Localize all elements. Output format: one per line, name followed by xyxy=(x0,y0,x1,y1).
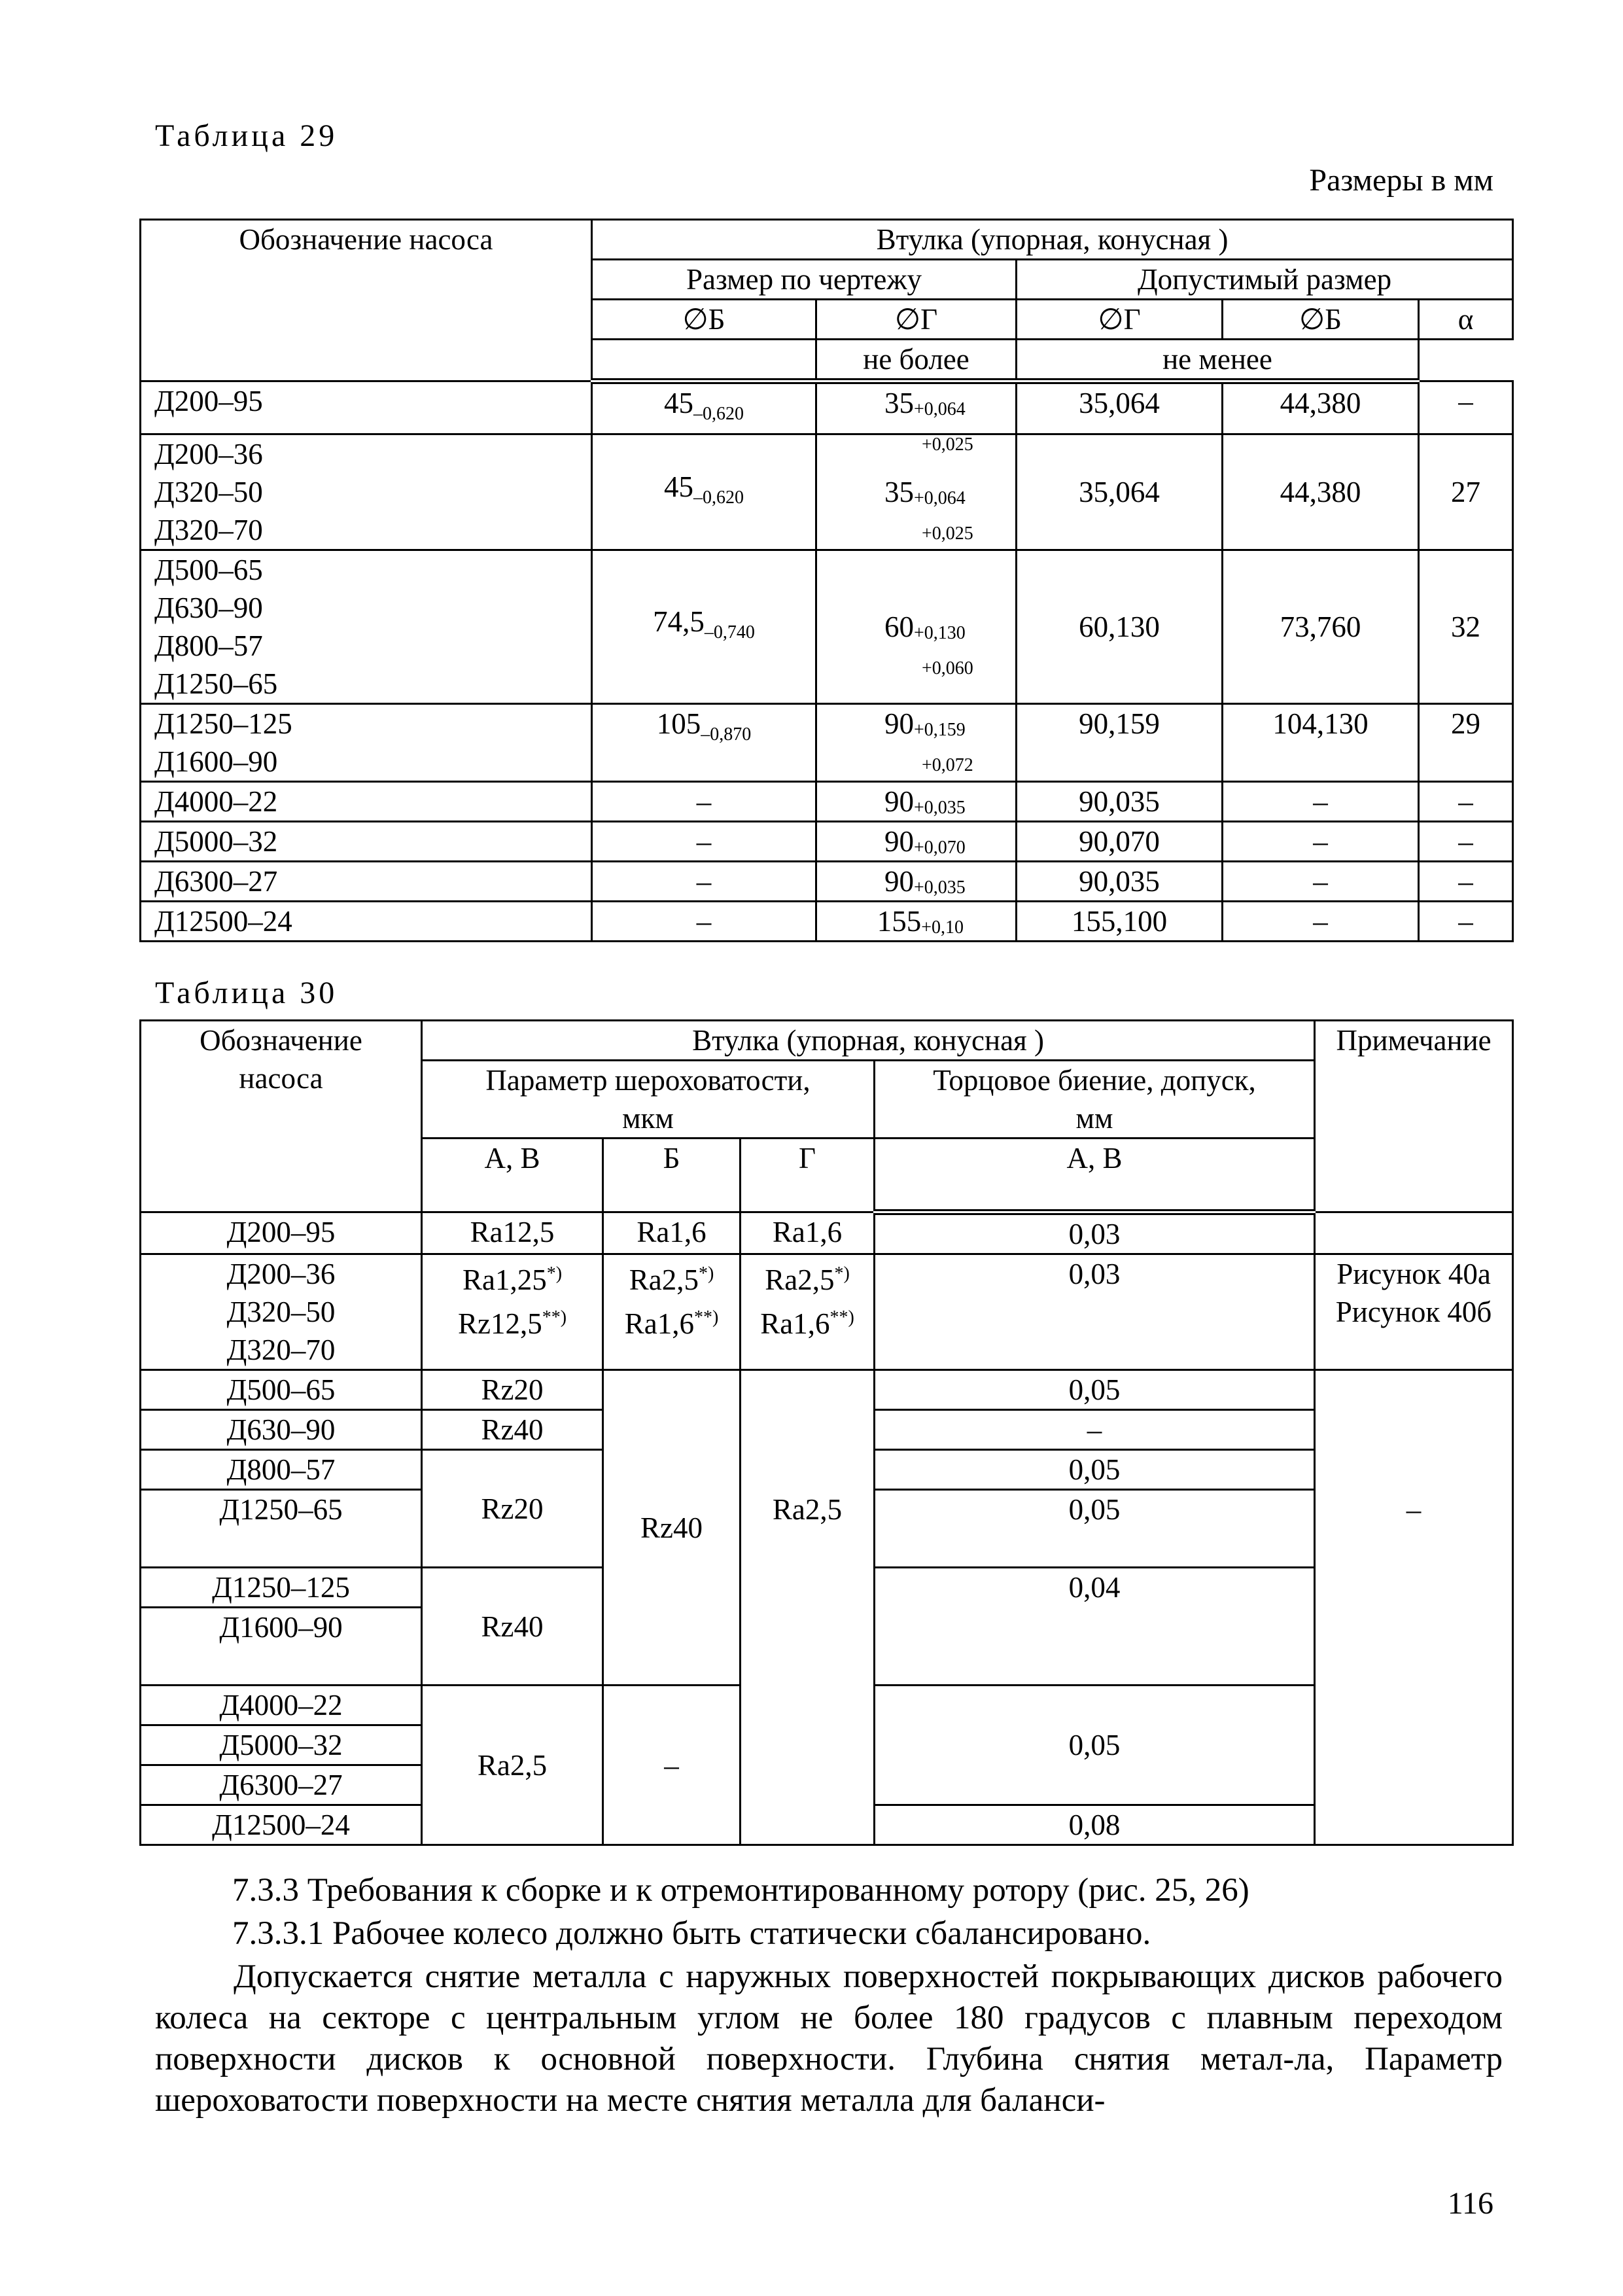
t29-g-drawing: 90 +0,035 xyxy=(816,782,1017,822)
t30-pump: Д1250–125 xyxy=(141,1568,422,1608)
table-row xyxy=(141,434,1513,550)
t29-g-drawing: 90 +0,070 xyxy=(816,822,1017,862)
t30-r2-g: Ra2,5*) Ra1,6**) xyxy=(741,1254,875,1370)
t30-r1-pump: Д200–95 xyxy=(141,1212,422,1254)
t30-pump: Д630–90 xyxy=(141,1410,422,1450)
t30-r2-runout: 0,03 xyxy=(875,1254,1315,1370)
t29-pump-cell: Д1250–125 Д1600–90 xyxy=(141,704,592,782)
t30-pump: Д800–57 xyxy=(141,1450,422,1490)
t30-runout: 0,05 xyxy=(875,1686,1315,1805)
t30-b-dash: – xyxy=(603,1686,741,1845)
t29-alpha: 32 xyxy=(1419,550,1513,704)
t29-b-allowed: 44,380 xyxy=(1223,381,1419,434)
t30-pump: Д5000–32 xyxy=(141,1725,422,1765)
t30-runout: 0,05 xyxy=(875,1450,1315,1490)
t29-b-drawing: – xyxy=(592,902,816,942)
t30-pump: Д500–65 xyxy=(141,1370,422,1410)
table29-caption: Таблица 29 xyxy=(155,118,338,153)
t29-b-drawing: $45_{-0,620}$ xyxy=(592,434,816,550)
t30-col-b: Б xyxy=(603,1139,741,1212)
table-row xyxy=(141,862,1513,902)
t30-r1-note xyxy=(1315,1212,1513,1254)
t29-g-drawing: 35 +0,064 +0,025 xyxy=(816,434,1017,550)
t30-pump: Д4000–22 xyxy=(141,1686,422,1725)
t29-pump-cell: Д12500–24 xyxy=(141,902,592,942)
table-row xyxy=(141,381,1513,434)
t29-header-drawing: Размер по чертежу xyxy=(592,260,1017,300)
t29-b-drawing: – xyxy=(592,822,816,862)
t30-runout: 0,05 xyxy=(875,1490,1315,1568)
t29-g-allowed: 90,070 xyxy=(1017,822,1223,862)
t29-pump-cell: Д200–95 xyxy=(141,381,592,434)
t30-pump: Д6300–27 xyxy=(141,1765,422,1805)
t30-pump: Д12500–24 xyxy=(141,1805,422,1845)
t29-header-group: Втулка (упорная, конусная ) xyxy=(592,220,1513,260)
t29-g-drawing: 155 +0,10 xyxy=(816,902,1017,942)
t29-alpha: 29 xyxy=(1419,704,1513,782)
section-heading-733: 7.3.3 Требования к сборке и к отремонтированному ротору (рис. 25, 26) xyxy=(232,1872,1249,1909)
t29-b-allowed: – xyxy=(1223,862,1419,902)
t30-runout: 0,05 xyxy=(875,1370,1315,1410)
table-row xyxy=(141,704,1513,782)
t30-header-runout: Торцовое биение, допуск, мм xyxy=(875,1061,1315,1139)
t30-av: Rz40 xyxy=(422,1410,603,1450)
t30-header-pump: Обозначение насоса xyxy=(141,1021,422,1212)
t29-b-allowed: 104,130 xyxy=(1223,704,1419,782)
t29-alpha: – xyxy=(1419,381,1513,434)
t30-runout: 0,08 xyxy=(875,1805,1315,1845)
t30-b-rz40: Rz40 xyxy=(603,1370,741,1686)
t30-r2-b: Ra2,5*) Ra1,6**) xyxy=(603,1254,741,1370)
t29-alpha: – xyxy=(1419,822,1513,862)
t29-no-more: не более xyxy=(816,340,1017,381)
t29-g-allowed: 60,130 xyxy=(1017,550,1223,704)
t29-b-drawing: – xyxy=(592,862,816,902)
t29-col-b: ∅Б xyxy=(592,300,816,340)
t29-b-allowed: 44,380 xyxy=(1223,434,1419,550)
table-row xyxy=(141,822,1513,862)
t29-g-allowed: 35,064 xyxy=(1017,381,1223,434)
section-heading-7331: 7.3.3.1 Рабочее колесо должно быть статически сбалансировано. xyxy=(232,1915,1151,1952)
t30-r2-av: Ra1,25*) Rz12,5**) xyxy=(422,1254,603,1370)
t30-note-dash: – xyxy=(1315,1370,1513,1845)
t30-g-ra25: Ra2,5 xyxy=(741,1370,875,1845)
t29-g-drawing: 90 +0,159 +0,072 xyxy=(816,704,1017,782)
table30-caption: Таблица 30 xyxy=(155,976,338,1010)
t29-col-g-allowed: ∅Г xyxy=(1017,300,1223,340)
t29-b-allowed: – xyxy=(1223,782,1419,822)
t29-alpha: – xyxy=(1419,782,1513,822)
t29-g-drawing: 60 +0,130 +0,060 xyxy=(816,550,1017,704)
t29-g-allowed: 90,035 xyxy=(1017,782,1223,822)
t30-r2-note: Рисунок 40а Рисунок 40б xyxy=(1315,1254,1513,1370)
table-row xyxy=(141,782,1513,822)
t29-b-allowed: 73,760 xyxy=(1223,550,1419,704)
t29-col-alpha: α xyxy=(1419,300,1513,340)
t30-col-av: А, В xyxy=(422,1139,603,1212)
table29-units: Размеры в мм xyxy=(1309,163,1493,198)
t29-alpha: – xyxy=(1419,902,1513,942)
t29-g-drawing: 90 +0,035 xyxy=(816,862,1017,902)
t30-header-note: Примечание xyxy=(1315,1021,1513,1212)
t29-b-drawing: $74,5_{-0,740}$ xyxy=(592,550,816,704)
t30-r1-g: Ra1,6 xyxy=(741,1212,875,1254)
t30-runout: 0,04 xyxy=(875,1568,1315,1686)
t29-g-allowed: 90,159 xyxy=(1017,704,1223,782)
t29-pump-cell: Д6300–27 xyxy=(141,862,592,902)
t30-pump: Д1600–90 xyxy=(141,1608,422,1686)
t29-b-allowed: – xyxy=(1223,902,1419,942)
t29-pump-cell: Д200–36 Д320–50 Д320–70 xyxy=(141,434,592,550)
t30-r1-runout: 0,03 xyxy=(875,1212,1315,1254)
table-row xyxy=(141,902,1513,942)
t29-col-b-allowed: ∅Б xyxy=(1223,300,1419,340)
t29-col-g: ∅Г xyxy=(816,300,1017,340)
t29-pump-cell: Д500–65 Д630–90 Д800–57 Д1250–65 xyxy=(141,550,592,704)
t30-av: Rz20 xyxy=(422,1450,603,1568)
table-row xyxy=(141,550,1513,704)
body-paragraph: Допускается снятие металла с наружных поверхностей покрывающих дисков рабочего колеса на секторе с центральным углом не более 180 градусов с плавным переходом поверхности дисков к основной поверхности. Глубина снятия метал-ла, Параметр шероховатости поверхности на месте снятия металла для баланси- xyxy=(155,1958,1503,2119)
t30-header-roughness: Параметр шероховатости, мкм xyxy=(422,1061,875,1139)
t30-r1-b: Ra1,6 xyxy=(603,1212,741,1254)
t29-g-drawing: 35 +0,064 +0,025 xyxy=(816,381,1017,434)
page-number: 116 xyxy=(1447,2186,1493,2221)
t29-b-drawing: – xyxy=(592,782,816,822)
t29-pump-cell: Д4000–22 xyxy=(141,782,592,822)
t29-alpha: – xyxy=(1419,862,1513,902)
table29-body xyxy=(141,381,1513,942)
t29-pump-cell: Д5000–32 xyxy=(141,822,592,862)
t29-no-less: не менее xyxy=(1017,340,1419,381)
t30-av: Rz40 xyxy=(422,1568,603,1686)
t30-r1-av: Ra12,5 xyxy=(422,1212,603,1254)
t30-runout: – xyxy=(875,1410,1315,1450)
t30-av: Ra2,5 xyxy=(422,1686,603,1845)
t29-b-drawing: $45_{-0,620}$ xyxy=(592,381,816,434)
t29-alpha: 27 xyxy=(1419,434,1513,550)
table-29 xyxy=(139,219,1514,942)
table-30 xyxy=(139,1019,1514,1846)
t30-col-av-runout: А, В xyxy=(875,1139,1315,1212)
t29-b-drawing: $105_{-0,870}$ xyxy=(592,704,816,782)
t30-pump: Д1250–65 xyxy=(141,1490,422,1568)
t29-g-allowed: 90,035 xyxy=(1017,862,1223,902)
t29-g-allowed: 155,100 xyxy=(1017,902,1223,942)
t29-g-allowed: 35,064 xyxy=(1017,434,1223,550)
t29-header-pump: Обозначение насоса xyxy=(141,220,592,381)
t29-header-allowed: Допустимый размер xyxy=(1017,260,1513,300)
t30-header-group: Втулка (упорная, конусная ) xyxy=(422,1021,1315,1061)
t30-av: Rz20 xyxy=(422,1370,603,1410)
t29-b-allowed: – xyxy=(1223,822,1419,862)
t30-r2-pumps: Д200–36 Д320–50 Д320–70 xyxy=(141,1254,422,1370)
t30-col-g: Г xyxy=(741,1139,875,1212)
